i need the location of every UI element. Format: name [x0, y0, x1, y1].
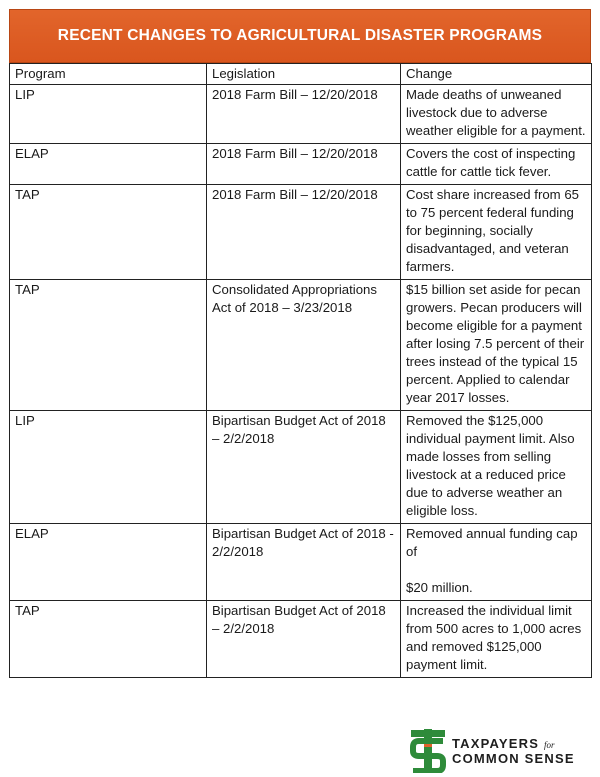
legislation-cell: 2018 Farm Bill – 12/20/2018	[207, 85, 401, 144]
legislation-cell: Consolidated Appropriations Act of 2018 – 3/23/2018	[207, 280, 401, 411]
legislation-cell: 2018 Farm Bill – 12/20/2018	[207, 185, 401, 280]
logo-word-for: for	[543, 739, 555, 750]
program-cell: TAP	[10, 601, 207, 678]
table-row	[10, 144, 592, 185]
change-cell: Removed annual funding cap of $20 million.	[401, 524, 592, 601]
changes-table	[9, 63, 592, 678]
legislation-cell: 2018 Farm Bill – 12/20/2018	[207, 144, 401, 185]
table-header-row	[10, 64, 592, 85]
table-body	[10, 85, 592, 678]
program-cell: ELAP	[10, 524, 207, 601]
column-header-program: Program	[10, 64, 207, 85]
program-cell: ELAP	[10, 144, 207, 185]
table-row	[10, 85, 592, 144]
table-row	[10, 601, 592, 678]
page-title: RECENT CHANGES TO AGRICULTURAL DISASTER PROGRAMS	[57, 27, 543, 44]
program-cell: TAP	[10, 280, 207, 411]
logo-line-1	[452, 737, 575, 752]
logo-line-2: COMMON SENSE	[452, 750, 575, 766]
column-header-change: Change	[401, 64, 592, 85]
logo-text	[452, 737, 575, 766]
change-cell: Cost share increased from 65 to 75 percent federal funding for beginning, socially disadvantaged, and veteran farmers.	[401, 185, 592, 280]
change-cell: Removed the $125,000 individual payment limit. Also made losses from selling livestock at a reduced price due to adverse weather an eligible loss.	[401, 411, 592, 524]
program-cell: LIP	[10, 411, 207, 524]
program-cell: LIP	[10, 85, 207, 144]
taxpayers-logo	[410, 729, 575, 773]
change-cell: $15 billion set aside for pecan growers. Pecan producers will become eligible for a payment after losing 7.5 percent of their trees instead of the typical 15 percent. Applied to calendar year 2017 losses.	[401, 280, 592, 411]
table-row	[10, 280, 592, 411]
change-cell: Covers the cost of inspecting cattle for cattle tick fever.	[401, 144, 592, 185]
legislation-cell: Bipartisan Budget Act of 2018 – 2/2/2018	[207, 601, 401, 678]
tcs-dollar-logo-icon	[410, 729, 446, 773]
program-cell: TAP	[10, 185, 207, 280]
column-header-legislation: Legislation	[207, 64, 401, 85]
logo-word-taxpayers: TAXPAYERS	[452, 735, 540, 751]
change-cell: Made deaths of unweaned livestock due to adverse weather eligible for a payment.	[401, 85, 592, 144]
title-banner	[9, 9, 591, 63]
table-row	[10, 524, 592, 601]
table-row	[10, 185, 592, 280]
legislation-cell: Bipartisan Budget Act of 2018 – 2/2/2018	[207, 411, 401, 524]
legislation-cell: Bipartisan Budget Act of 2018 - 2/2/2018	[207, 524, 401, 601]
change-cell: Increased the individual limit from 500 acres to 1,000 acres and removed $125,000 payment limit.	[401, 601, 592, 678]
table-row	[10, 411, 592, 524]
